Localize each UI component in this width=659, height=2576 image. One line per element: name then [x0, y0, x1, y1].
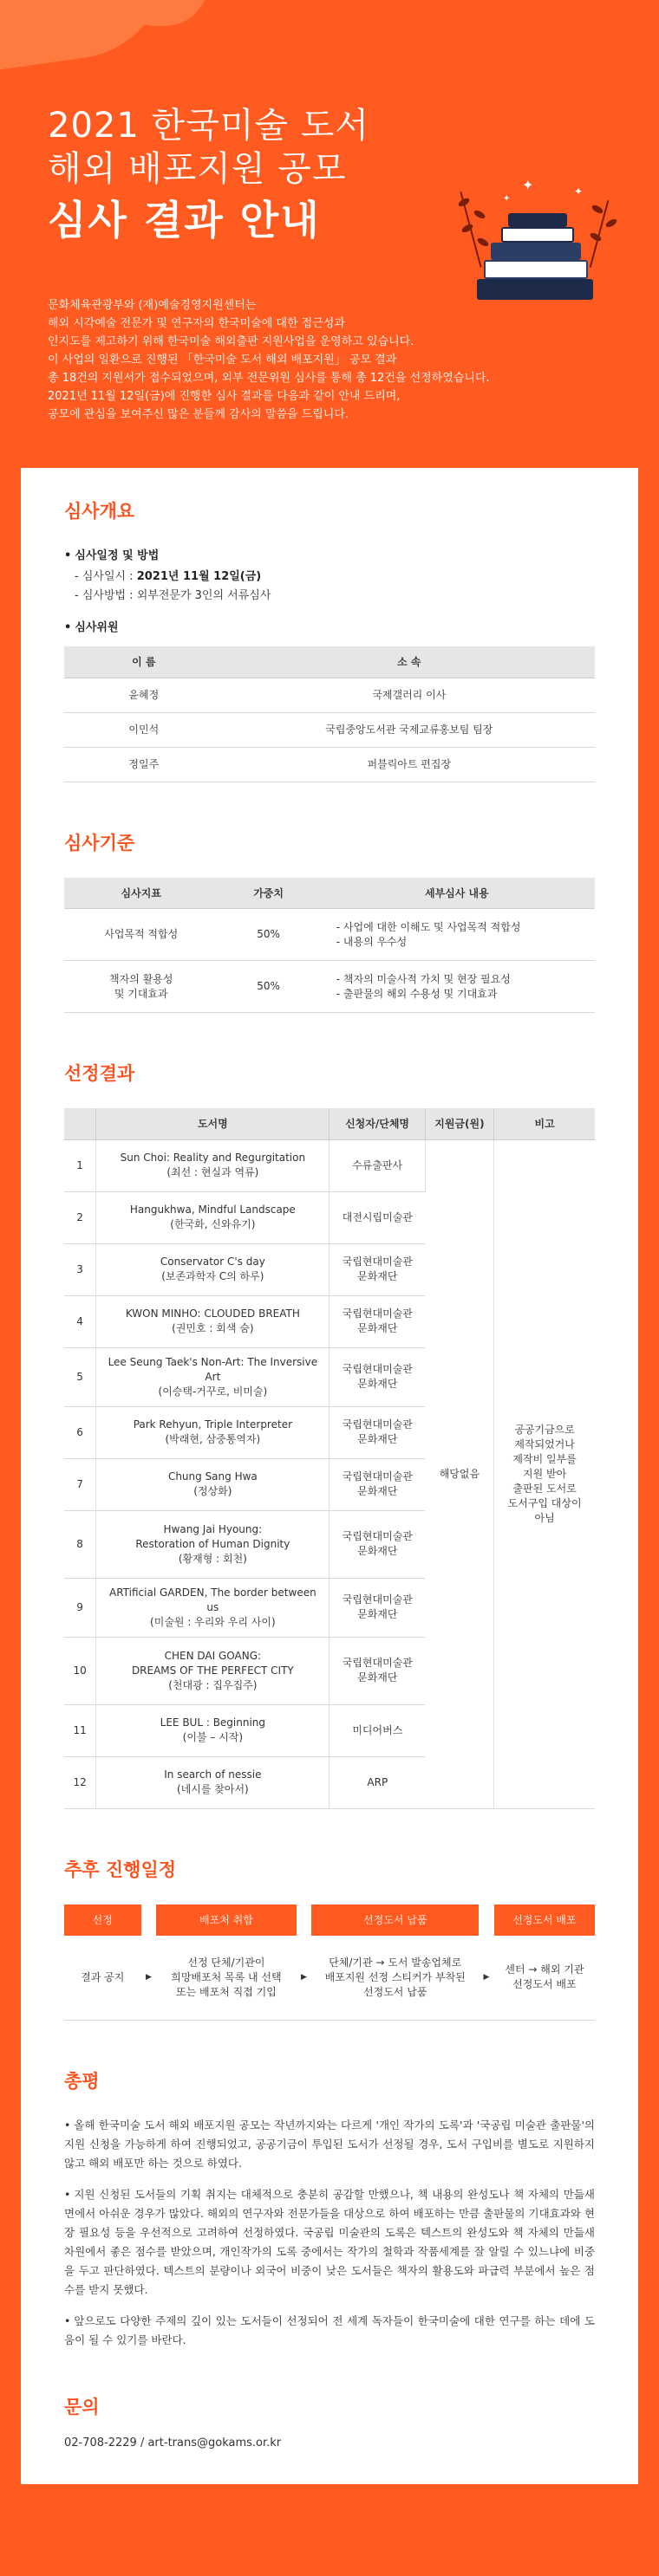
section-title-review: 총평 [64, 2070, 100, 2092]
section-title-results: 선정결과 [64, 1063, 135, 1084]
book-title: ARTificial GARDEN, The border between us [109, 1586, 316, 1613]
schedule-step-body: 선정 단체/기관이 희망배포처 목록 내 선택 또는 배포처 직접 기입 [156, 1936, 296, 2021]
intro-line: 이 사업의 일환으로 진행된 「한국미술 도서 해외 배포지원」 공모 결과 [48, 354, 397, 367]
book-title-cell [96, 1637, 330, 1704]
row-number: 9 [64, 1578, 96, 1637]
book-title-korean: (정상화) [193, 1485, 232, 1497]
book-title: KWON MINHO: CLOUDED BREATH [125, 1307, 300, 1320]
book-title-korean: (이불 – 시작) [182, 1731, 244, 1743]
books-illustration-icon: ✦ ✦ ✦ [453, 182, 617, 312]
judge-affiliation: 국제갤러리 이사 [224, 678, 595, 712]
schedule-step-head: 선정 [64, 1904, 141, 1936]
intro-line: 인지도를 제고하기 위해 한국미술 해외출판 지원사업을 운영하고 있습니다. [48, 335, 414, 348]
book-title-korean: (권민호 : 회색 숨) [172, 1322, 254, 1334]
arrow-right-icon: ▶ [479, 1904, 494, 2021]
schedule-step-body: 센터 → 해외 기관 선정도서 배포 [494, 1936, 595, 2021]
review-date-value: 2021년 11월 12일(금) [136, 570, 262, 583]
column-header: 심사지표 [64, 878, 218, 909]
title-line-2: 해외 배포지원 공모 [48, 149, 347, 189]
committee-table [64, 646, 595, 782]
intro-line: 해외 시각예술 전문가 및 연구자의 한국미술에 대한 접근성과 [48, 317, 345, 330]
criteria-weight: 50% [218, 961, 318, 1013]
book-title-cell [96, 1347, 330, 1406]
book-title-cell [96, 1406, 330, 1458]
review-method: - 심사방법 : 외부전문가 3인의 서류심사 [75, 589, 271, 602]
book-title: LEE BUL : Beginning [160, 1716, 266, 1729]
book-title-cell [96, 1458, 330, 1510]
judge-affiliation: 국립중앙도서관 국제교류홍보팀 팀장 [224, 712, 595, 747]
section-title-criteria: 심사기준 [64, 832, 135, 853]
column-header: 소 속 [224, 646, 595, 678]
book-title-cell [96, 1756, 330, 1808]
column-header: 이 름 [64, 646, 224, 678]
applicant: 국립현대미술관 문화재단 [330, 1458, 425, 1510]
schedule-step [64, 1904, 141, 2021]
applicant: 국립현대미술관 문화재단 [330, 1347, 425, 1406]
contact-info: 02-708-2229 / art-trans@gokams.or.kr [64, 2436, 282, 2449]
criteria-detail-line: - 내용의 우수성 [336, 935, 408, 948]
review-paragraph: • 올해 한국미술 도서 해외 배포지원 공모는 작년까지와는 다르게 '개인 작가의 도록'과 '국공립 미술관 출판물'의 지원 신청을 가능하게 하여 진행되었고, 공공기금이 투입된 도서가 선정될 경우, 도서 구입비를 별도로 지원하지 않고 해외 배포만 하는 것으로 하였다. [64, 2116, 595, 2173]
row-number: 6 [64, 1406, 96, 1458]
column-header: 지원금(원) [425, 1108, 494, 1139]
schedule-step-body: 결과 공지 [64, 1936, 141, 2021]
book-title-korean: (한국화, 신와유기) [170, 1218, 256, 1230]
section-title-overview: 심사개요 [64, 501, 135, 522]
table-row [64, 909, 595, 961]
book-title: Lee Seung Taek's Non-Art: The Inversive Art [108, 1355, 318, 1383]
book-title: In search of nessie [164, 1768, 262, 1781]
schedule-step-body: 단체/기관 → 도서 발송업체로 배포지원 선정 스티커가 부착된 선정도서 납품 [311, 1936, 479, 2021]
intro-text [48, 296, 659, 424]
section-title-schedule: 추후 진행일정 [64, 1859, 177, 1880]
schedule-step [494, 1904, 595, 2021]
intro-line: 문화체육관광부와 (재)예술경영지원센터는 [48, 299, 257, 312]
criteria-detail-line: - 출판물의 해외 수용성 및 기대효과 [336, 987, 498, 1000]
applicant: 미디어버스 [330, 1704, 425, 1756]
column-header [64, 1108, 96, 1139]
book-title-korean: (박래현, 삼중통역자) [165, 1433, 261, 1445]
row-number: 7 [64, 1458, 96, 1510]
schedule-heading: • 심사일정 및 방법 [64, 546, 595, 562]
title-line-3: 심사 결과 안내 [48, 197, 321, 243]
column-header: 신청자/단체명 [330, 1108, 425, 1139]
schedule-flow [64, 1904, 595, 2021]
intro-line: 공모에 관심을 보여주신 많은 분들께 감사의 말씀을 드립니다. [48, 408, 349, 421]
review-paragraph: • 앞으로도 다양한 주제의 깊이 있는 도서들이 선정되어 전 세계 독자들이 한국미술에 대한 연구를 하는 데에 도움이 될 수 있기를 바란다. [64, 2312, 595, 2350]
arrow-right-icon: ▶ [141, 1904, 157, 2021]
book-title: Sun Choi: Reality and Regurgitation [120, 1152, 306, 1164]
book-title-korean: (이승택-거꾸로, 비미술) [158, 1385, 268, 1398]
book-title-cell [96, 1578, 330, 1637]
book-title: Chung Sang Hwa [167, 1470, 258, 1483]
applicant: 국립현대미술관 문화재단 [330, 1406, 425, 1458]
arrow-right-icon: ▶ [297, 1904, 312, 2021]
applicant: 국립현대미술관 문화재단 [330, 1578, 425, 1637]
row-number: 1 [64, 1139, 96, 1191]
book-title-cell [96, 1510, 330, 1578]
criteria-index: 책자의 활용성 및 기대효과 [64, 961, 218, 1013]
judge-affiliation: 퍼블릭아트 편집장 [224, 747, 595, 782]
row-number: 10 [64, 1637, 96, 1704]
review-date-label: - 심사일시 : [75, 570, 134, 583]
book-title-korean: (네시를 찾아서) [176, 1783, 249, 1795]
book-title-korean: (최선 : 현실과 역류) [166, 1166, 259, 1178]
hero-header [0, 0, 659, 468]
book-title-cell [96, 1243, 330, 1295]
book-title-cell [96, 1704, 330, 1756]
support-amount: 해당없음 [425, 1139, 494, 1808]
book-title-korean: (황재형 : 회천) [178, 1552, 247, 1565]
criteria-table [64, 878, 595, 1014]
column-header: 가중치 [218, 878, 318, 909]
row-number: 11 [64, 1704, 96, 1756]
results-table [64, 1108, 595, 1809]
intro-line: 총 18건의 지원서가 접수되었으며, 외부 전문위원 심사를 통해 총 12건을 선정하였습니다. [48, 372, 490, 385]
row-number: 8 [64, 1510, 96, 1578]
criteria-index: 사업목적 적합성 [64, 909, 218, 961]
review-text [64, 2116, 595, 2350]
row-number: 4 [64, 1295, 96, 1347]
book-title-korean: (천대광 : 집우집주) [168, 1678, 258, 1691]
table-row [64, 712, 595, 747]
applicant: ARP [330, 1756, 425, 1808]
criteria-detail-line: - 사업에 대한 이해도 및 사업목적 적합성 [336, 920, 521, 933]
applicant: 국립현대미술관 문화재단 [330, 1295, 425, 1347]
applicant: 국립현대미술관 문화재단 [330, 1243, 425, 1295]
judge-name: 윤혜정 [64, 678, 224, 712]
criteria-details [319, 961, 595, 1013]
row-number: 12 [64, 1756, 96, 1808]
applicant: 국립현대미술관 문화재단 [330, 1637, 425, 1704]
schedule-step [156, 1904, 296, 2021]
committee-heading: • 심사위원 [64, 618, 595, 634]
book-title-korean: (미술원 : 우리와 우리 사이) [150, 1615, 276, 1628]
book-title: CHEN DAI GOANG: DREAMS OF THE PERFECT CITY [131, 1649, 294, 1677]
schedule-step-head: 배포처 취합 [156, 1904, 296, 1936]
column-header: 비고 [494, 1108, 595, 1139]
row-number: 5 [64, 1347, 96, 1406]
row-number: 3 [64, 1243, 96, 1295]
review-date [64, 568, 595, 587]
column-header: 세부심사 내용 [319, 878, 595, 909]
title-line-1: 2021 한국미술 도서 [48, 106, 370, 146]
criteria-details [319, 909, 595, 961]
book-title: Hwang Jai Hyoung: Restoration of Human Dignity [135, 1522, 290, 1550]
section-title-contact: 문의 [64, 2396, 100, 2417]
applicant: 수류출판사 [330, 1139, 425, 1191]
book-title: Park Rehyun, Triple Interpreter [133, 1418, 293, 1431]
table-row [64, 1139, 595, 1191]
book-title-korean: (보존과학자 C의 하루) [161, 1270, 264, 1282]
applicant: 국립현대미술관 문화재단 [330, 1510, 425, 1578]
results-body [64, 1139, 595, 1808]
book-title: Conservator C's day [160, 1256, 265, 1268]
applicant: 대전시립미술관 [330, 1191, 425, 1243]
schedule-step-head: 선정도서 납품 [311, 1904, 479, 1936]
content-card [21, 468, 638, 2484]
book-title-cell [96, 1191, 330, 1243]
row-number: 2 [64, 1191, 96, 1243]
table-row [64, 961, 595, 1013]
book-title-cell [96, 1139, 330, 1191]
schedule-step [311, 1904, 479, 2021]
book-title: Hangukhwa, Mindful Landscape [129, 1204, 296, 1216]
schedule-step-head: 선정도서 배포 [494, 1904, 595, 1936]
judge-name: 정일주 [64, 747, 224, 782]
criteria-weight: 50% [218, 909, 318, 961]
note: 공공기금으로 제작되었거나 제작비 일부를 지원 받아 출판된 도서로 도서구입 대상이 아님 [494, 1139, 595, 1808]
table-row [64, 678, 595, 712]
judge-name: 이민석 [64, 712, 224, 747]
review-paragraph: • 지원 신청된 도서들의 기획 취지는 대체적으로 충분히 공감할 만했으나, 책 내용의 완성도나 책 자체의 만듦새면에서 아쉬운 경우가 많았다. 해외의 연구자와 전문가들을 대상으로 하여 배포하는 만큼 출판물의 기대효과와 현장 필요성 등을 우선적으로 고려하여 선정하였다. 국공립 미술관의 도록은 텍스트의 완성도와 책 자체의 만듦새 차원에서 좋은 점수를 받았으며, 개인작가의 도록 중에서는 작가의 철학과 작품세계를 잘 알릴 수 있느냐에 비중을 두고 판단하였다. 텍스트의 분량이나 외국어 비중이 낮은 도서들은 책자의 활용도와 파급력 부분에서 높은 점수를 받지 못했다. [64, 2185, 595, 2300]
book-title-cell [96, 1295, 330, 1347]
table-row [64, 747, 595, 782]
criteria-detail-line: - 책자의 미술사적 가치 및 현장 필요성 [336, 972, 511, 985]
intro-line: 2021년 11월 12일(금)에 진행한 심사 결과를 다음과 같이 안내 드리며, [48, 390, 401, 403]
column-header: 도서명 [96, 1108, 330, 1139]
